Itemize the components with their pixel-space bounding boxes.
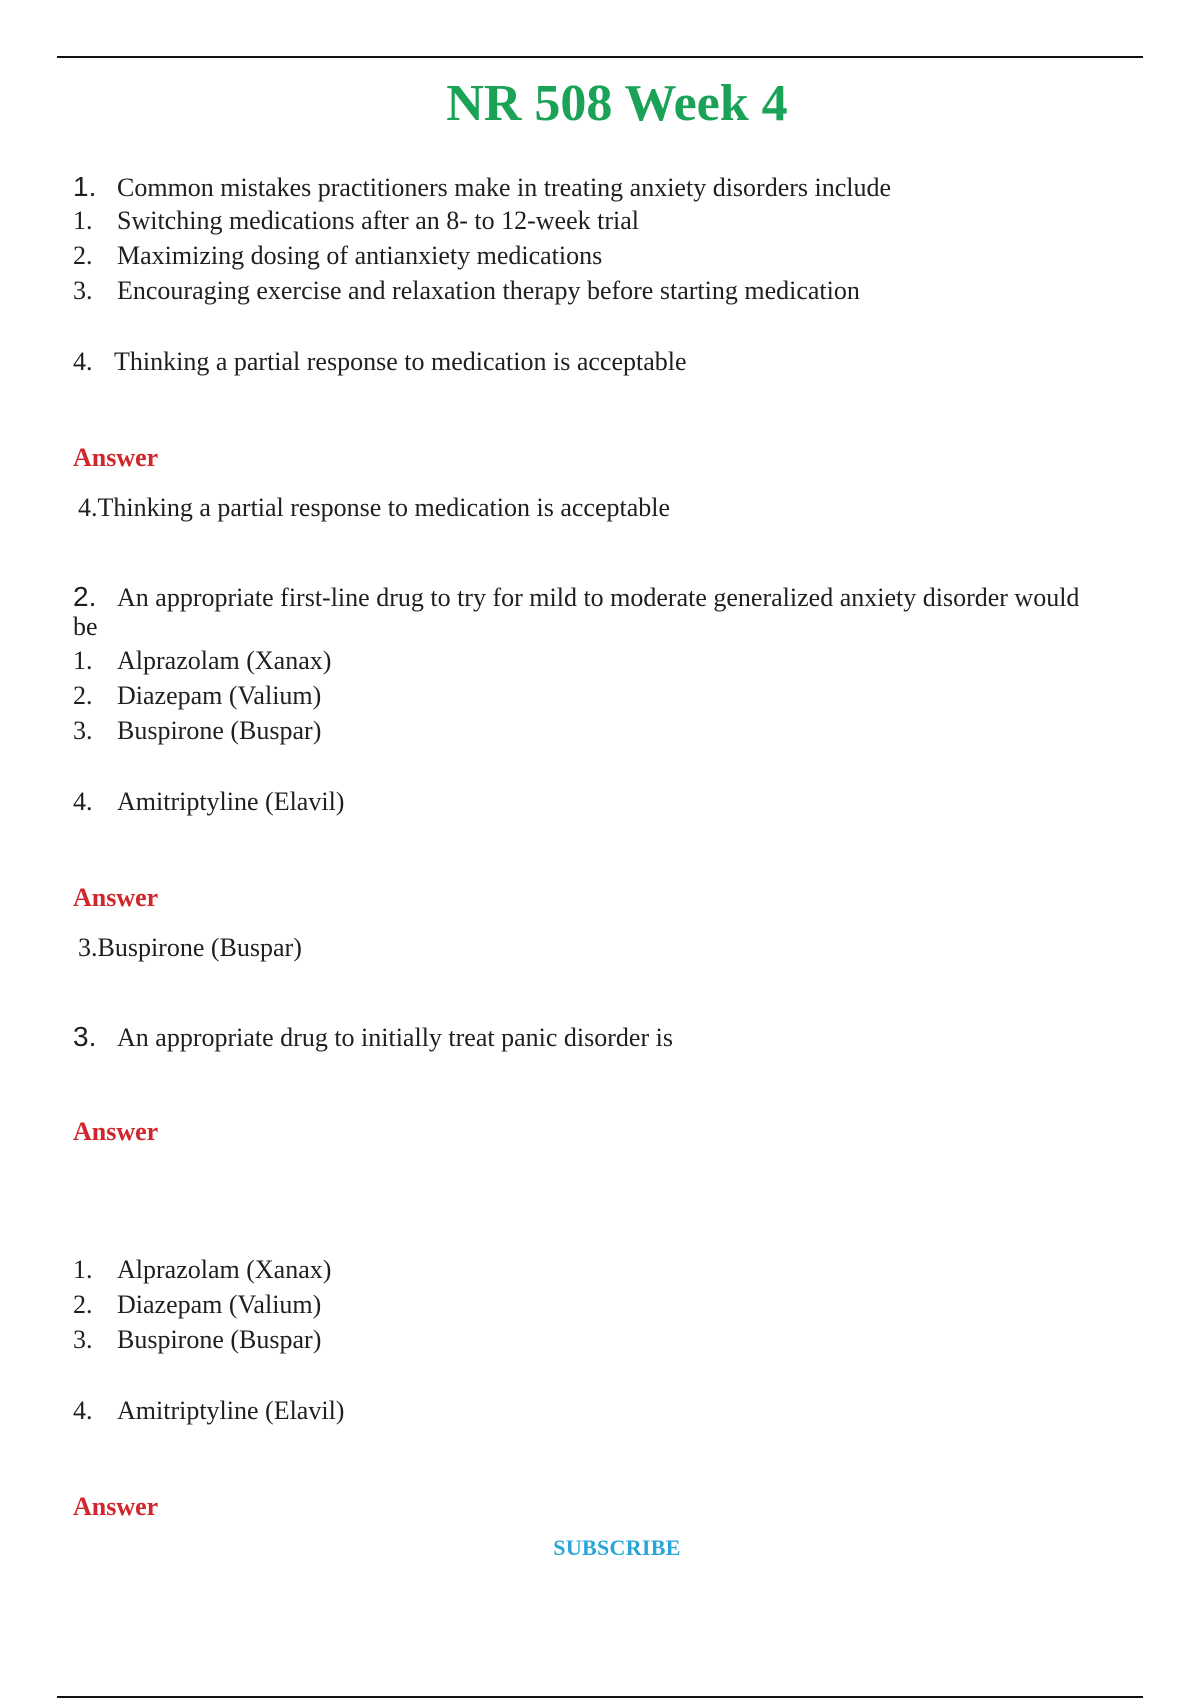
option-2-3	[73, 716, 321, 746]
option-2-4	[73, 787, 344, 817]
question-number: 2.	[73, 581, 97, 612]
option-text: Maximizing dosing of antianxiety medications	[117, 241, 603, 270]
option-3-1	[73, 1255, 331, 1285]
question-text: Common mistakes practitioners make in treating anxiety disorders include	[117, 173, 892, 202]
option-text: Switching medications after an 8- to 12-week trial	[117, 206, 640, 235]
option-text: Buspirone (Buspar)	[117, 716, 322, 745]
option-text: Encouraging exercise and relaxation therapy before starting medication	[117, 276, 860, 305]
answer-label: Answer	[73, 1117, 159, 1146]
option-number: 2.	[73, 1290, 93, 1319]
option-1-3	[73, 276, 860, 306]
question-number: 1.	[73, 171, 97, 202]
option-3-2	[73, 1290, 321, 1320]
option-3-4	[73, 1396, 344, 1426]
option-text: Alprazolam (Xanax)	[117, 646, 332, 675]
option-1-1	[73, 206, 639, 236]
page-title: NR 508 Week 4	[446, 75, 788, 132]
option-1-2	[73, 241, 602, 271]
option-text: Thinking a partial response to medication is acceptable	[114, 347, 687, 376]
question-2-continued: be	[73, 612, 98, 641]
option-text: Buspirone (Buspar)	[117, 1325, 322, 1354]
answer-label: Answer	[73, 883, 159, 912]
answer-label: Answer	[73, 443, 159, 472]
question-3	[73, 1021, 673, 1053]
option-text: Amitriptyline (Elavil)	[117, 787, 345, 816]
option-number: 4.	[73, 787, 93, 816]
option-text: Diazepam (Valium)	[117, 1290, 322, 1319]
question-text: An appropriate first-line drug to try for mild to moderate generalized anxiety disorder would	[117, 583, 1080, 612]
option-text: Alprazolam (Xanax)	[117, 1255, 332, 1284]
option-number: 3.	[73, 716, 93, 745]
option-number: 1.	[73, 646, 93, 675]
answer-number: 4.	[78, 493, 98, 522]
option-number: 3.	[73, 276, 93, 305]
question-2	[73, 581, 1079, 613]
answer-2	[78, 933, 302, 963]
option-number: 2.	[73, 681, 93, 710]
answer-text: Buspirone (Buspar)	[97, 933, 302, 962]
option-number: 3.	[73, 1325, 93, 1354]
option-number: 1.	[73, 1255, 93, 1284]
question-1	[73, 171, 891, 203]
option-text: Diazepam (Valium)	[117, 681, 322, 710]
subscribe-link[interactable]: SUBSCRIBE	[553, 1535, 681, 1560]
answer-number: 3.	[78, 933, 98, 962]
question-text: An appropriate drug to initially treat panic disorder is	[117, 1023, 673, 1052]
answer-label: Answer	[73, 1492, 159, 1521]
option-number: 4.	[73, 347, 93, 376]
question-number: 3.	[73, 1021, 97, 1052]
option-number: 4.	[73, 1396, 93, 1425]
top-rule	[57, 56, 1143, 58]
option-1-4	[73, 347, 687, 377]
option-number: 1.	[73, 206, 93, 235]
answer-1	[78, 493, 670, 523]
answer-text: Thinking a partial response to medication is acceptable	[97, 493, 671, 522]
option-2-1	[73, 646, 331, 676]
option-3-3	[73, 1325, 321, 1355]
option-2-2	[73, 681, 321, 711]
option-number: 2.	[73, 241, 93, 270]
bottom-rule	[57, 1696, 1143, 1698]
option-text: Amitriptyline (Elavil)	[117, 1396, 345, 1425]
